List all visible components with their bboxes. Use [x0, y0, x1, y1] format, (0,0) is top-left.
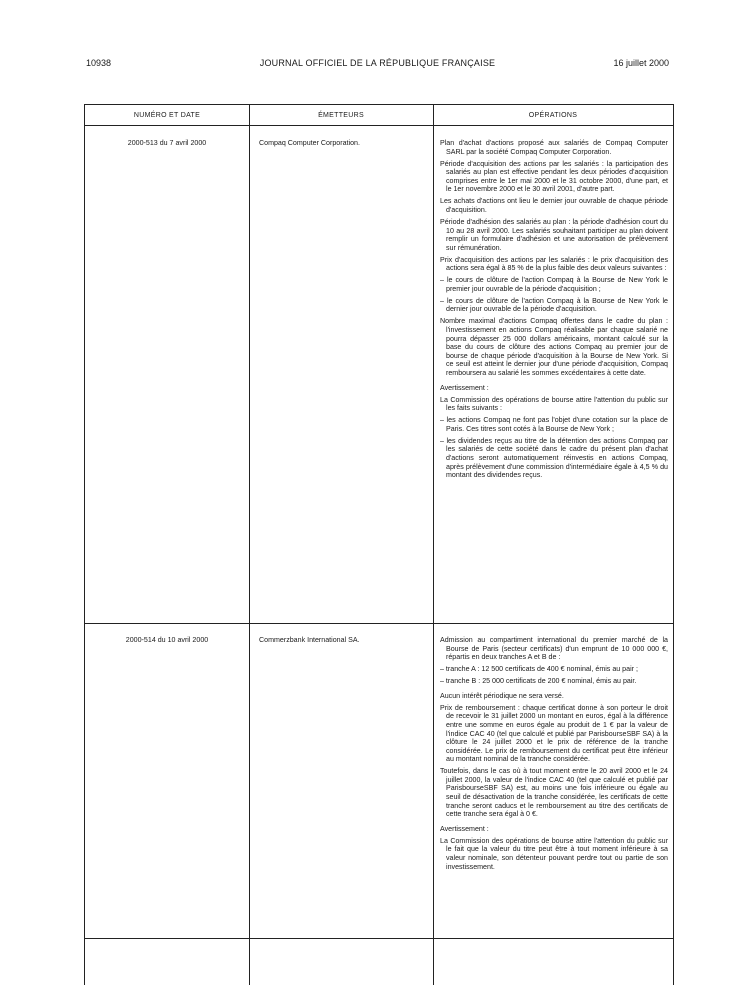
operation-paragraph: – le cours de clôture de l'action Compaq à la Bourse de New York le premier jour ouvrable de la période d'acquisition ;: [440, 276, 668, 293]
operations-table: [84, 104, 674, 985]
page-number: 10938: [86, 58, 112, 68]
operation-paragraph: – tranche B : 25 000 certificats de 200 € nominal, émis au pair.: [440, 677, 637, 686]
operation-paragraph: La Commission des opérations de bourse attire l'attention du public sur le fait que la valeur du titre peut être à tout moment inférieure à sa valeur nominale, son détenteur pouvant perdre tout ou partie de son investissement.: [440, 836, 668, 871]
operation-paragraph: Admission au compartiment international du premier marché de la Bourse de Paris (secteur certificats) d'un emprunt de 10 000 000 €, répartis en deux tranches A et B de :: [440, 636, 668, 662]
row-1-numero: 2000-513 du 7 avril 2000: [127, 139, 207, 147]
issue-date: 16 juillet 2000: [613, 58, 669, 68]
journal-title: JOURNAL OFFICIEL DE LA RÉPUBLIQUE FRANÇAISE: [259, 58, 496, 68]
row-2-emetteur: Commerzbank International SA.: [259, 636, 360, 644]
row-2-numero: 2000-514 du 10 avril 2000: [125, 636, 209, 644]
operation-paragraph: Période d'acquisition des actions par les salariés : la participation des salariés au plan est effective pendant les deux périodes d'acquisition comprises entre le 1er mai 2000 et le 31 octobre 2000, d'une part, et le 1er novembre 2000 et le 30 avril 2001, d'autre part.: [440, 159, 668, 194]
operation-paragraph: La Commission des opérations de bourse attire l'attention du public sur les faits suivants :: [440, 395, 668, 413]
page-header: [0, 58, 755, 72]
header-rule: [85, 125, 673, 126]
row-1-operations: [440, 139, 668, 483]
operation-paragraph: Plan d'achat d'actions proposé aux salariés de Compaq Computer SARL par la société Compaq Computer Corporation.: [440, 139, 668, 156]
row-separator: [85, 623, 673, 624]
column-divider: [433, 105, 434, 985]
column-header-numero: NUMÉRO ET DATE: [133, 112, 201, 119]
column-header-operations: OPÉRATIONS: [528, 112, 578, 119]
operation-paragraph: Aucun intérêt périodique ne sera versé.: [440, 691, 564, 700]
operation-paragraph: Prix d'acquisition des actions par les salariés : le prix d'acquisition des actions sera égal à 85 % de la plus faible des deux valeurs suivantes :: [440, 255, 668, 273]
row-1-emetteur: Compaq Computer Corporation.: [259, 139, 360, 147]
operation-paragraph: Prix de remboursement : chaque certificat donne à son porteur le droit de recevoir le 31 juillet 2000 un montant en euros, égal à la différence entre une somme en euros égale au produit de 1 € par la valeur de l'indice CAC 40 (tel que calculé et publié par ParisbourseSBF SA) à la clôture le 24 juillet 2000 et le prix de référence de la tranche considérée. Le prix de remboursement du certificat peut être inférieur au montant nominal de la tranche considérée.: [440, 703, 668, 764]
warning-heading: Avertissement :: [440, 824, 489, 833]
warning-heading: Avertissement :: [440, 383, 489, 392]
operation-paragraph: – les actions Compaq ne font pas l'objet d'une cotation sur la place de Paris. Ces titres sont cotés à la Bourse de New York ;: [440, 416, 668, 433]
column-divider: [249, 105, 250, 985]
operation-paragraph: – le cours de clôture de l'action Compaq à la Bourse de New York le dernier jour ouvrable de la période d'acquisition.: [440, 296, 668, 314]
operation-paragraph: – tranche A : 12 500 certificats de 400 € nominal, émis au pair ;: [440, 665, 638, 674]
operation-paragraph: Toutefois, dans le cas où à tout moment entre le 20 avril 2000 et le 24 juillet 2000, la valeur de l'indice CAC 40 (tel que calculé et publié par ParisbourseSBF SA) est, au moins une fois inférieure ou égale au seuil de désactivation de la tranche considérée, les certificats de cette tranche seront caducs et le remboursement au titre des certificats de cette tranche sera égal à 0 €.: [440, 767, 668, 819]
operation-paragraph: – les dividendes reçus au titre de la détention des actions Compaq par les salariés de cette société dans le cadre du présent plan d'achat d'actions seront automatiquement réinvestis en actions Compaq, après prélèvement d'une commission d'intermédiaire égale à 4,5 % du montant des dividendes reçus.: [440, 436, 668, 480]
column-header-emetteurs: ÉMETTEURS: [318, 112, 364, 119]
row-2-operations: [440, 636, 668, 875]
operation-paragraph: Nombre maximal d'actions Compaq offertes dans le cadre du plan : l'investissement en actions Compaq réalisable par chaque salarié ne pourra dépasser 25 000 dollars américains, montant calculé sur la base du cours de clôture des actions Compaq au premier jour de bourse de chaque période d'acquisition à la Bourse de New York. Si ce seuil est atteint le dernier jour d'une période d'acquisition, Compaq remboursera au salarié les sommes excédentaires à cette date.: [440, 317, 668, 377]
operation-paragraph: Les achats d'actions ont lieu le dernier jour ouvrable de chaque période d'acquisition.: [440, 197, 668, 214]
operation-paragraph: Période d'adhésion des salariés au plan : la période d'adhésion court du 10 au 28 avril 2000. Les salariés souhaitant participer au plan doivent remplir un formulaire d'adhésion et une autorisation de prélèvement sur rémunération.: [440, 217, 668, 252]
row-separator: [85, 938, 673, 939]
